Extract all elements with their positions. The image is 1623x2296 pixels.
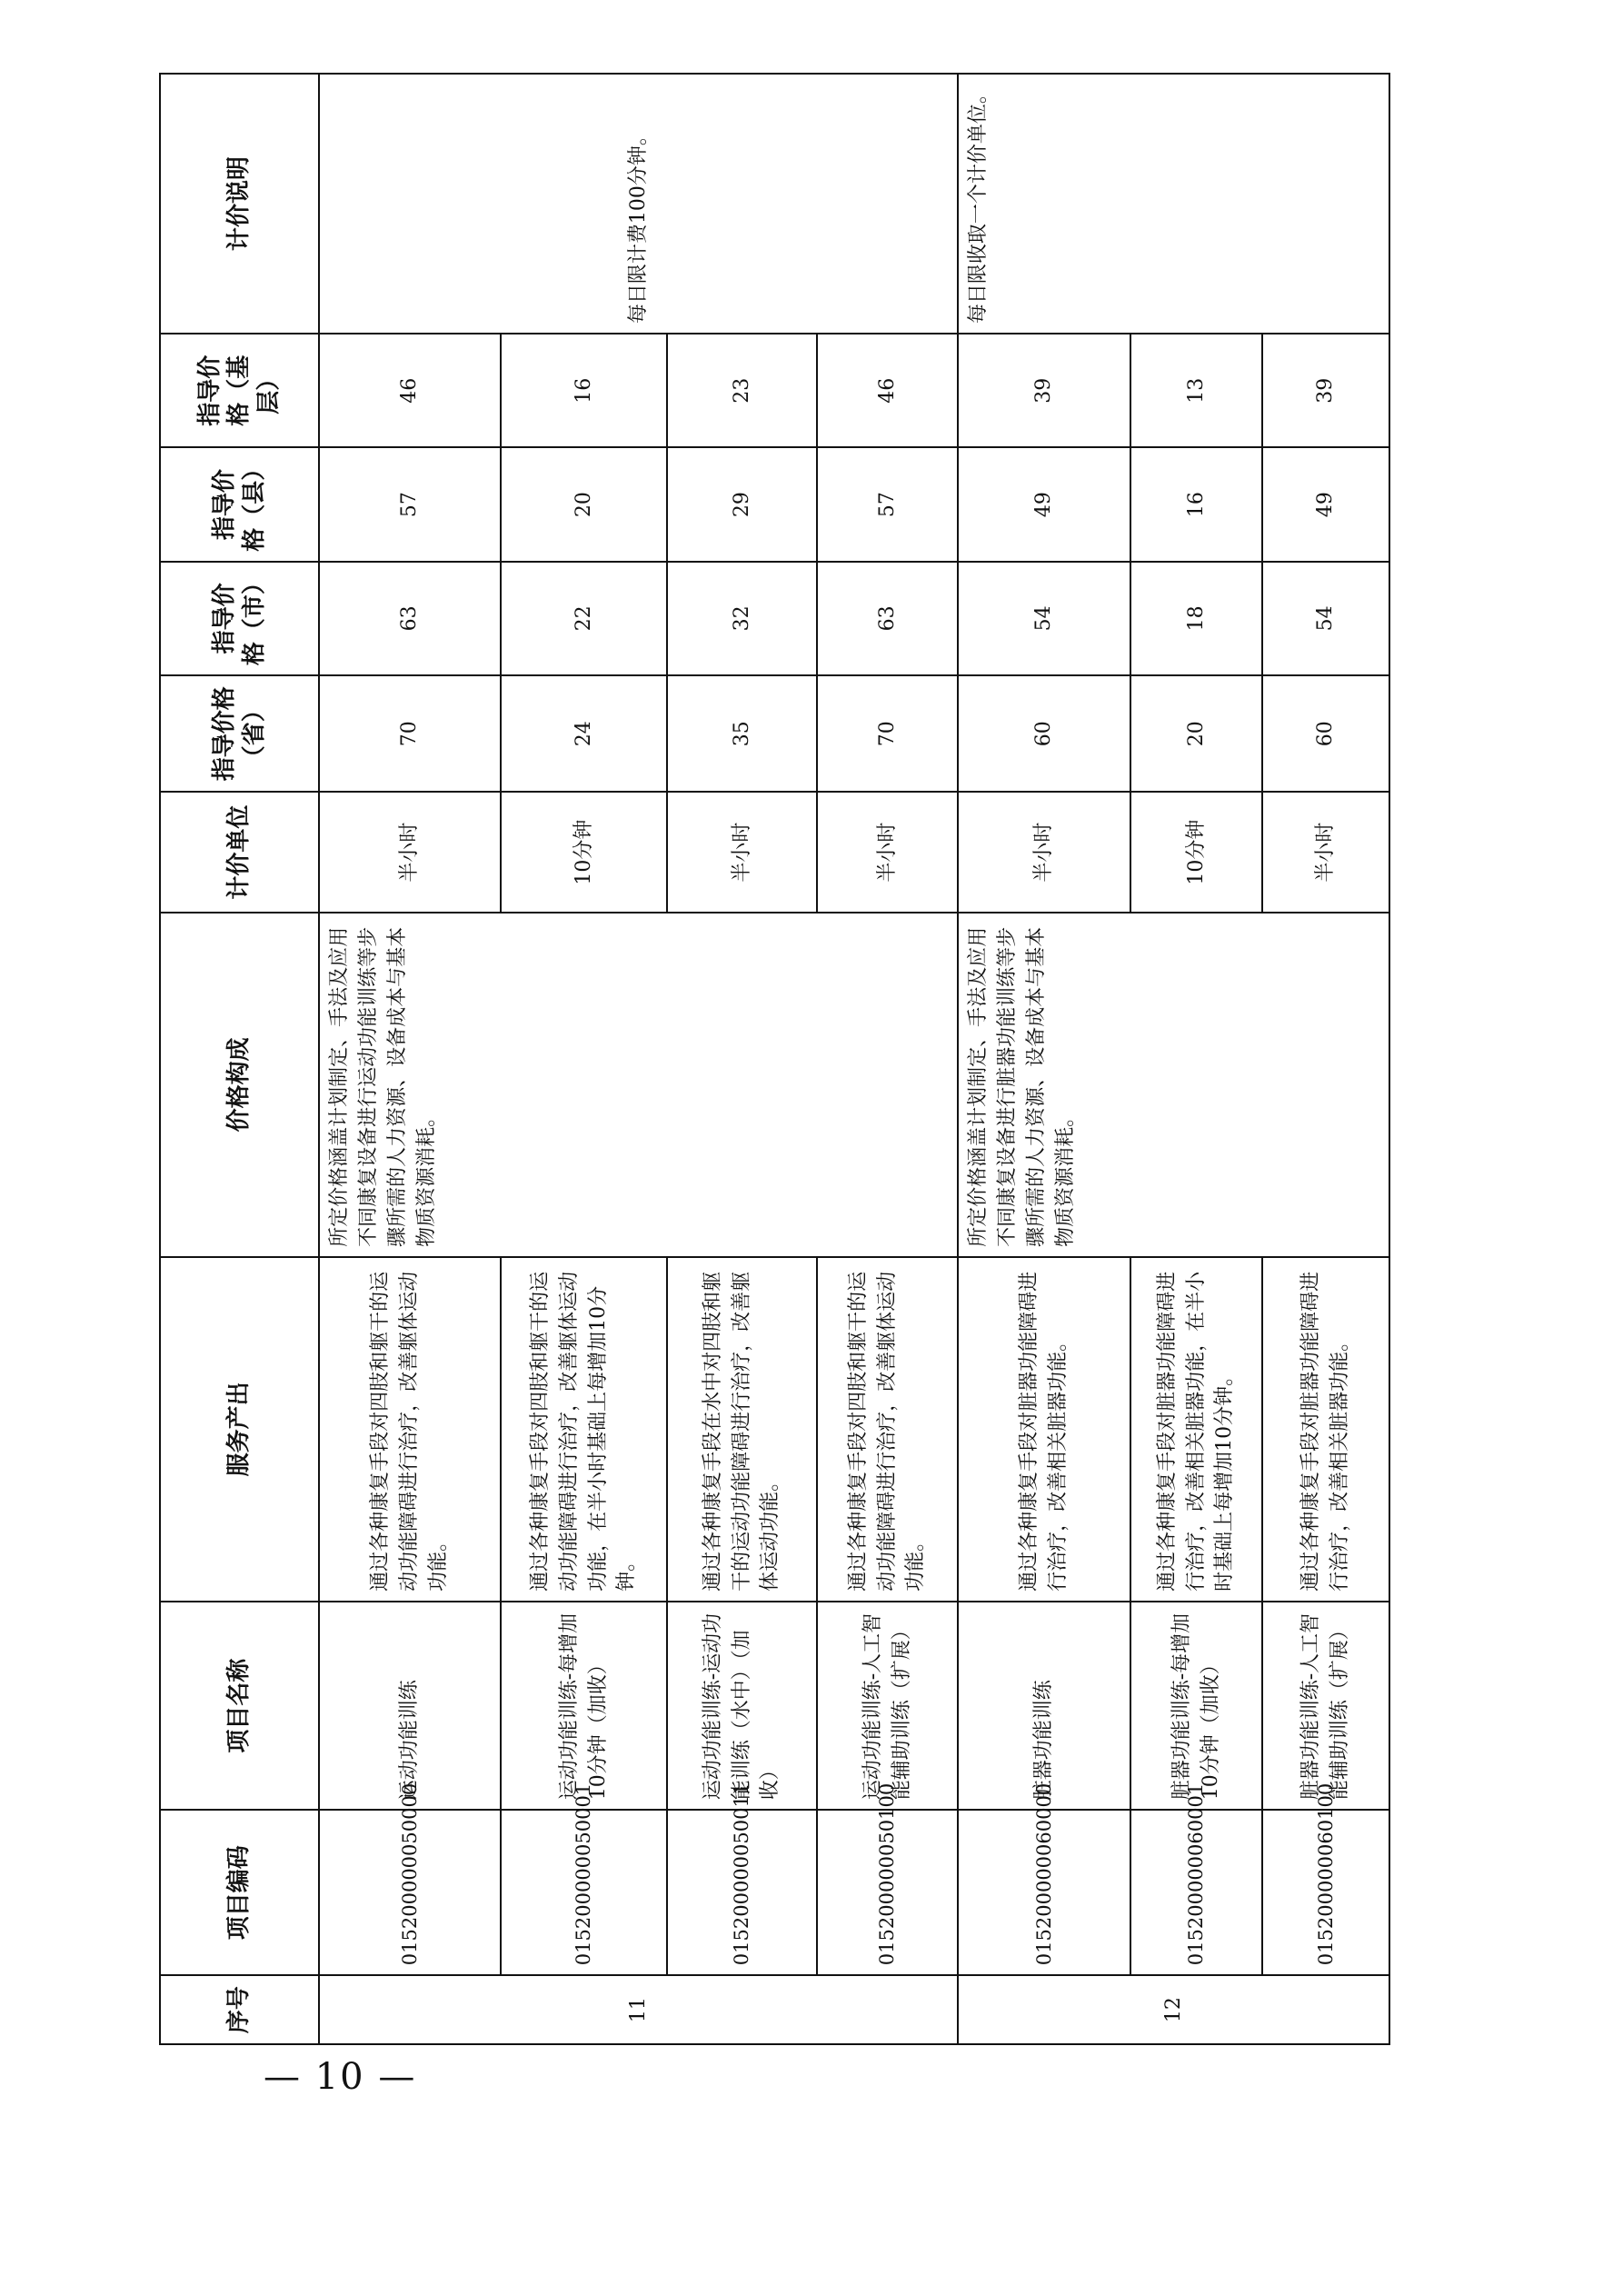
code-cell: 015200000060001 xyxy=(1130,1810,1262,1975)
output-cell: 通过各种康复手段对四肢和躯干的运动功能障碍进行治疗，改善躯体运动功能。 xyxy=(817,1257,958,1602)
price-city-cell: 32 xyxy=(667,562,817,675)
name-cell: 脏器功能训练-每增加10分钟（加收） xyxy=(1130,1602,1262,1810)
code-cell: 015200000050011 xyxy=(667,1810,817,1975)
code-cell: 015200000060000 xyxy=(958,1810,1130,1975)
unit-cell: 半小时 xyxy=(958,792,1130,912)
header-row xyxy=(160,74,319,2044)
table-row xyxy=(958,74,1130,2044)
price-city-cell: 54 xyxy=(1262,562,1389,675)
price-composition-cell: 所定价格涵盖计划制定、手法及应用不同康复设备进行运动功能训练等步骤所需的人力资源、设备成本与基本物质资源消耗。 xyxy=(319,913,958,1257)
price-grassroots-cell: 13 xyxy=(1130,334,1262,447)
price-grassroots-cell: 39 xyxy=(958,334,1130,447)
header-price-composition: 价格构成 xyxy=(160,913,319,1257)
price-grassroots-cell: 39 xyxy=(1262,334,1389,447)
unit-cell: 10分钟 xyxy=(501,792,667,912)
price-grassroots-cell: 16 xyxy=(501,334,667,447)
header-seq: 序号 xyxy=(160,1975,319,2044)
code-cell: 015200000060100 xyxy=(1262,1810,1389,1975)
unit-cell: 10分钟 xyxy=(1130,792,1262,912)
unit-cell: 半小时 xyxy=(667,792,817,912)
code-cell: 015200000050100 xyxy=(817,1810,958,1975)
output-cell: 通过各种康复手段对脏器功能障碍进行治疗，改善相关脏器功能，在半小时基础上每增加10分钟。 xyxy=(1130,1257,1262,1602)
page-number: — 10 — xyxy=(264,2056,417,2098)
price-province-cell: 24 xyxy=(501,675,667,792)
price-city-cell: 18 xyxy=(1130,562,1262,675)
name-cell: 运动功能训练-运动功能训练（水中）（加收） xyxy=(667,1602,817,1810)
header-unit: 计价单位 xyxy=(160,792,319,912)
price-county-cell: 49 xyxy=(958,447,1130,561)
pricing-table xyxy=(159,73,1390,2045)
unit-cell: 半小时 xyxy=(319,792,501,912)
header-name: 项目名称 xyxy=(160,1602,319,1810)
output-cell: 通过各种康复手段对脏器功能障碍进行治疗，改善相关脏器功能。 xyxy=(958,1257,1130,1602)
name-cell: 脏器功能训练 xyxy=(958,1602,1130,1810)
price-composition-cell: 所定价格涵盖计划制定、手法及应用不同康复设备进行脏器功能训练等步骤所需的人力资源、设备成本与基本物质资源消耗。 xyxy=(958,913,1389,1257)
price-county-cell: 57 xyxy=(817,447,958,561)
price-province-cell: 70 xyxy=(319,675,501,792)
header-price-province: 指导价格（省） xyxy=(160,675,319,792)
price-province-cell: 70 xyxy=(817,675,958,792)
pricing-note-cell: 每日限计费100分钟。 xyxy=(319,74,958,334)
price-province-cell: 60 xyxy=(958,675,1130,792)
output-cell: 通过各种康复手段对四肢和躯干的运动功能障碍进行治疗，改善躯体运动功能，在半小时基础上每增加10分钟。 xyxy=(501,1257,667,1602)
price-city-cell: 22 xyxy=(501,562,667,675)
price-province-cell: 20 xyxy=(1130,675,1262,792)
header-price-city: 指导价格（市） xyxy=(160,562,319,675)
header-price-grassroots: 指导价格（基层） xyxy=(160,334,319,447)
output-cell: 通过各种康复手段在水中对四肢和躯干的运动功能障碍进行治疗，改善躯体运动功能。 xyxy=(667,1257,817,1602)
price-county-cell: 16 xyxy=(1130,447,1262,561)
name-cell: 运动功能训练 xyxy=(319,1602,501,1810)
price-city-cell: 54 xyxy=(958,562,1130,675)
name-cell: 脏器功能训练-人工智能辅助训练（扩展） xyxy=(1262,1602,1389,1810)
price-county-cell: 49 xyxy=(1262,447,1389,561)
output-cell: 通过各种康复手段对四肢和躯干的运动功能障碍进行治疗，改善躯体运动功能。 xyxy=(319,1257,501,1602)
price-province-cell: 60 xyxy=(1262,675,1389,792)
name-cell: 运动功能训练-人工智能辅助训练（扩展） xyxy=(817,1602,958,1810)
pricing-note-cell: 每日限收取一个计价单位。 xyxy=(958,74,1389,334)
price-grassroots-cell: 23 xyxy=(667,334,817,447)
code-cell: 015200000050000 xyxy=(319,1810,501,1975)
price-city-cell: 63 xyxy=(319,562,501,675)
header-code: 项目编码 xyxy=(160,1810,319,1975)
price-city-cell: 63 xyxy=(817,562,958,675)
code-cell: 015200000050001 xyxy=(501,1810,667,1975)
unit-cell: 半小时 xyxy=(817,792,958,912)
rotated-table-container xyxy=(159,73,1351,2045)
price-province-cell: 35 xyxy=(667,675,817,792)
price-county-cell: 29 xyxy=(667,447,817,561)
seq-cell: 12 xyxy=(958,1975,1389,2044)
price-grassroots-cell: 46 xyxy=(319,334,501,447)
unit-cell: 半小时 xyxy=(1262,792,1389,912)
name-cell: 运动功能训练-每增加10分钟（加收） xyxy=(501,1602,667,1810)
seq-cell: 11 xyxy=(319,1975,958,2044)
header-pricing-note: 计价说明 xyxy=(160,74,319,334)
price-grassroots-cell: 46 xyxy=(817,334,958,447)
price-county-cell: 20 xyxy=(501,447,667,561)
header-output: 服务产出 xyxy=(160,1257,319,1602)
output-cell: 通过各种康复手段对脏器功能障碍进行治疗，改善相关脏器功能。 xyxy=(1262,1257,1389,1602)
price-county-cell: 57 xyxy=(319,447,501,561)
table-row xyxy=(319,74,501,2044)
header-price-county: 指导价格（县） xyxy=(160,447,319,561)
